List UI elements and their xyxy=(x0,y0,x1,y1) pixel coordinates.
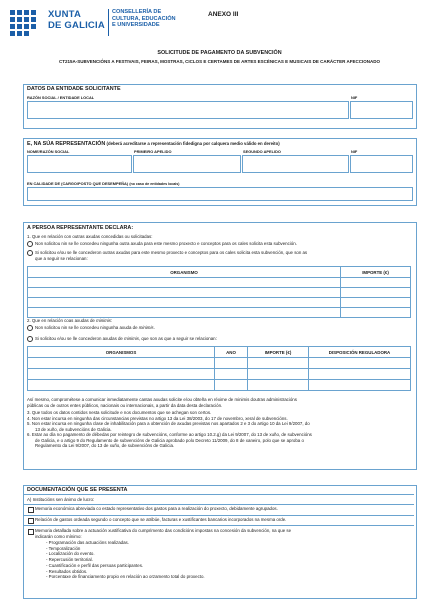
anexo-label: ANEXO III xyxy=(208,11,239,18)
doc-item-2-checkbox[interactable] xyxy=(28,518,34,524)
table-cell[interactable] xyxy=(341,288,411,298)
table-cell[interactable] xyxy=(28,380,215,391)
doc-item-3-checkbox[interactable] xyxy=(28,529,34,535)
razon-social-field[interactable] xyxy=(27,101,349,119)
table-cell[interactable] xyxy=(248,380,309,391)
primeiro-apelido-field[interactable] xyxy=(133,155,241,173)
col-ano: ANO xyxy=(215,347,248,358)
primeiro-apelido-label: PRIMEIRO APELIDO xyxy=(134,149,172,154)
col-organismos: ORGANISMOS xyxy=(28,347,215,358)
table-cell[interactable] xyxy=(28,298,341,308)
q1-text: 1. Que en relación con outras axudas concedidas ou solicitadas: xyxy=(27,234,153,239)
q1-option-2-cont: que a seguir se relacionan: xyxy=(35,256,88,261)
col-organismo: ORGANISMO xyxy=(28,267,341,278)
conselleria-line: CONSELLERÍA DE xyxy=(112,9,162,15)
q2-text-em: minimis xyxy=(96,318,111,323)
q2-text-part: : xyxy=(110,318,113,323)
table-row[interactable] xyxy=(28,358,411,369)
nome-field[interactable] xyxy=(27,155,132,173)
table-header-row xyxy=(28,347,411,358)
conselleria-line: CULTURA, EDUCACIÓN xyxy=(112,15,176,22)
calidade-note: (no caso de entidades locais) xyxy=(129,182,180,186)
table-cell[interactable] xyxy=(28,308,341,318)
xunta-logo-icon xyxy=(8,8,44,40)
conselleria-line: E UNIVERSIDADE xyxy=(112,22,160,29)
q2-option-1-radio[interactable] xyxy=(27,325,33,331)
representative-heading: E, NA SÚA REPRESENTACIÓN xyxy=(27,141,106,147)
doc-item-2-label: Relación de gastos ordeada segundo o concepto que se atribúe, facturas e xustificantes bancarios incorporados na mesma orde. xyxy=(35,517,287,522)
table-cell[interactable] xyxy=(215,380,248,391)
list-item: - Temporalización xyxy=(46,545,81,551)
q2-option-2[interactable] xyxy=(27,336,217,342)
q1-option-1-radio[interactable] xyxy=(27,241,33,247)
declaration-points xyxy=(27,410,412,449)
conselleria-name xyxy=(112,9,176,29)
q1-option-1[interactable] xyxy=(27,241,297,247)
doc-item-3-bullets xyxy=(46,540,205,580)
doc-item-1-label: Memoria económica abreviada co estado representativo dos gastos para a realización do proxecto, debidamente agrupados. xyxy=(35,506,278,511)
brand-line-2: DE GALICIA xyxy=(48,20,105,31)
table-row[interactable] xyxy=(28,278,411,288)
calidade-label: EN CALIDADE DE (CARGO/POSTO QUE DESEMPEÑA) xyxy=(27,181,129,186)
point-6-cont: de Galicia, e o artigo 9 do Regulamento de subvencións de Galicia aprobado polo Decreto 11/2009, do 8 de xaneiro, polo que se aproba o xyxy=(35,437,304,443)
q1-option-2-label: Si solicitou e/ou se lle concederon outras axudas para este mesmo proxecto e conceptos para os cales solicita esta subvención, que son as xyxy=(35,250,308,256)
table-row[interactable] xyxy=(28,308,411,318)
rep-nif-field[interactable] xyxy=(350,155,413,173)
q2-option-1-end: . xyxy=(153,325,155,331)
table-row[interactable] xyxy=(28,288,411,298)
q2-option-2-em: minimis xyxy=(124,336,139,342)
other-aid-table xyxy=(27,266,411,318)
calidade-label-row xyxy=(27,181,179,187)
commitment-line: Así mesmo, comprométese a comunicar inmediatamente cantas axudas solicite e/ou obteña en réxime de minimis doutras administracións xyxy=(27,397,297,402)
table-cell[interactable] xyxy=(248,358,309,369)
table-cell[interactable] xyxy=(341,278,411,288)
documentation-subhead: A) Institucións sen ánimo de lucro: xyxy=(27,497,95,502)
list-item: - Resultados obtidos. xyxy=(46,568,88,574)
documentation-heading: DOCUMENTACIÓN QUE SE PRESENTA xyxy=(27,487,128,493)
q2-option-1-label: Non solicitou nin se lle concedeu ningunha axuda de xyxy=(35,325,139,331)
representative-heading-row xyxy=(27,141,280,148)
rep-nif-label: NIF xyxy=(351,149,358,154)
razon-social-label: RAZÓN SOCIAL / ENTIDADE LOCAL xyxy=(27,95,95,100)
doc-item-3-label xyxy=(35,528,413,539)
header-divider xyxy=(108,9,109,36)
list-item: - Programación das actuacións realizadas. xyxy=(46,540,129,545)
brand-line-1: XUNTA xyxy=(48,9,82,20)
table-cell[interactable] xyxy=(215,358,248,369)
document-title: SOLICITUDE DE PAGAMENTO DA SUBVENCIÓN xyxy=(157,50,282,56)
point-5-cont: 13 de xuño, de subvencións de Galicia. xyxy=(35,426,112,432)
documentation-divider xyxy=(24,494,414,495)
entity-nif-label: NIF xyxy=(351,95,358,100)
q2-text xyxy=(27,318,112,324)
table-cell[interactable] xyxy=(28,288,341,298)
table-cell[interactable] xyxy=(341,308,411,318)
q2-option-2-label: Si solicitou e/ou se lle concederon axudas de xyxy=(35,336,125,342)
minimis-aid-table xyxy=(27,346,411,391)
col-disposicion: DISPOSICIÓN REGULADORA xyxy=(309,347,411,358)
table-cell[interactable] xyxy=(28,358,215,369)
declaration-heading: A PERSOA REPRESENTANTE DECLARA: xyxy=(27,225,134,231)
commitment-line: públicas ou de outros entes públicos, nacionais ou internacionais, a partir da data desta declaración. xyxy=(27,402,223,408)
point-4: 4. Non estar incursa en ningunha das circunstancias previstas no artigo 13 da Lei 38/2003, do 17 de novembro, xeral de subvencións. xyxy=(27,415,288,421)
col-importe: IMPORTE (€) xyxy=(341,267,411,278)
segundo-apelido-field[interactable] xyxy=(242,155,349,173)
table-cell[interactable] xyxy=(309,380,411,391)
list-item: - Localización do evento. xyxy=(46,551,95,557)
q2-option-2-end: , que son as que a seguir se relacionan: xyxy=(138,336,217,342)
list-item: - Porcentaxe de financiamento propio en relación ao orzamento total do proxecto. xyxy=(46,574,205,580)
list-item: - Cuantificación e perfil das persoas participantes. xyxy=(46,562,144,568)
table-row[interactable] xyxy=(28,369,411,380)
segundo-apelido-label: SEGUNDO APELIDO xyxy=(243,149,281,154)
table-header-row xyxy=(28,267,411,278)
representative-note: (deberá acreditarse a representación fidedigna por calquera medio válido en dereito) xyxy=(106,141,280,146)
table-cell[interactable] xyxy=(248,369,309,380)
nome-label: NOME/RAZÓN SOCIAL xyxy=(27,149,70,154)
q2-option-1[interactable] xyxy=(27,325,155,331)
doc-item-3-line: Memoria detallada sobre a actuación xustificativa do cumprimento das condicións impostas na concesión da subvención, na que se xyxy=(35,528,292,533)
q1-option-1-label: Non solicitou nin se lle concedeu ningunha outra axuda para este mesmo proxecto e conceptos para os cales solicita esta subvención. xyxy=(35,241,297,247)
q1-option-2-radio[interactable] xyxy=(27,250,33,256)
table-cell[interactable] xyxy=(309,369,411,380)
list-item: - Repercusión territorial. xyxy=(46,557,93,563)
document-subtitle: CT215A-SUBVENCIÓNS A FESTIVAIS, FEIRAS, MOSTRAS, CICLOS E CERTAMES DE ARTES ESCÉNICAS E MUSICAIS DE CARÁCTER AFECCIONADO xyxy=(59,59,380,64)
table-row[interactable] xyxy=(28,298,411,308)
table-cell[interactable] xyxy=(28,278,341,288)
table-cell[interactable] xyxy=(215,369,248,380)
commitment-text xyxy=(27,397,412,408)
doc-item-3-line: indicarán como mínimo: xyxy=(35,533,82,539)
doc-item-1-checkbox[interactable] xyxy=(28,507,34,513)
point-5: 5. Non estar incursa en ningunha clase de inhabilitación para a obtención de axudas previstas nos apartados 2 e 3 do artigo 10 da Lei 9/2007, do xyxy=(27,421,310,426)
point-6: 6. Estar ao día no pagamento de débedas por reintegro de subvencións, conforme ao artigo 10.2.g) da Lei 9/2007, do 13 de xuño, de subvencións xyxy=(27,432,312,437)
q2-option-1-em: minimis xyxy=(138,325,154,331)
entity-nif-field[interactable] xyxy=(350,101,413,119)
calidade-field[interactable] xyxy=(27,187,413,201)
table-cell[interactable] xyxy=(28,369,215,380)
col-importe: IMPORTE (€) xyxy=(248,347,309,358)
table-cell[interactable] xyxy=(309,358,411,369)
point-3: 3. Que todos os datos contidos nesta solicitude e nos documentos que se achegan son certos. xyxy=(27,410,212,415)
table-cell[interactable] xyxy=(341,298,411,308)
entity-heading: DATOS DA ENTIDADE SOLICITANTE xyxy=(27,86,121,92)
q2-text-part: 2. Que en relación coas axudas de xyxy=(27,318,97,323)
point-6-cont: Regulamento da Lei 9/2007, do 13 de xuño, de subvencións de Galicia. xyxy=(35,443,175,448)
q2-option-2-radio[interactable] xyxy=(27,336,33,342)
table-row[interactable] xyxy=(28,380,411,391)
